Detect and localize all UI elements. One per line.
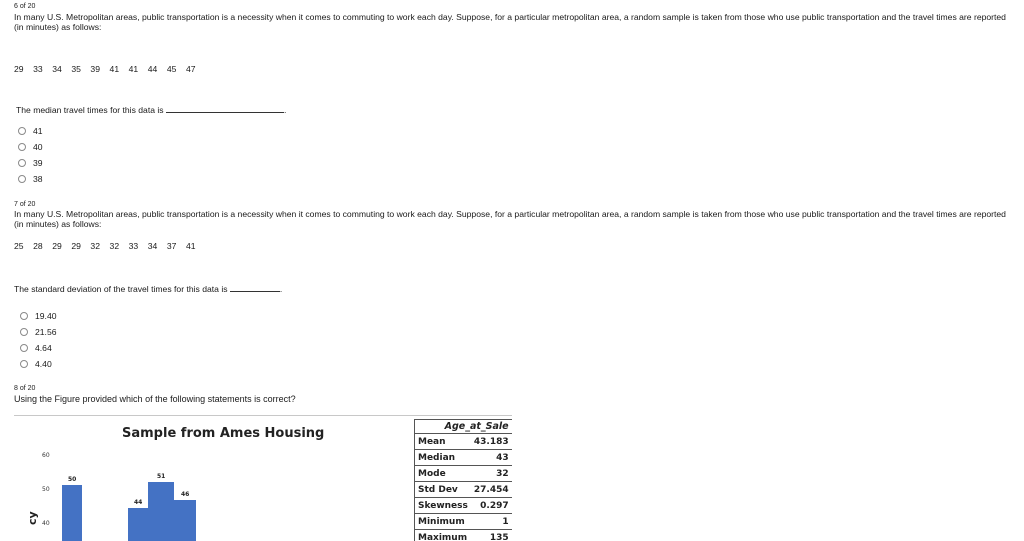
option-label: 19.40: [35, 311, 57, 321]
stat-value: 0.297: [471, 498, 512, 514]
radio-icon[interactable]: [18, 143, 26, 151]
y-tick-label: 60: [42, 452, 50, 459]
table-row: [415, 466, 513, 482]
figure-image: [14, 411, 512, 541]
y-axis-label: cy: [26, 511, 39, 525]
question-text: In many U.S. Metropolitan areas, public transportation is a necessity when it comes to commuting to work each day. Suppose, for a particular metropolitan area, a random sample is taken from those who use public transportation and the travel times are reported (in minutes) as follows:: [14, 209, 1006, 229]
stat-value: 135: [471, 530, 512, 541]
option-label: 4.40: [35, 359, 52, 369]
stat-label: Minimum: [415, 514, 471, 530]
question-prompt: The standard deviation of the travel times for this data is .: [14, 284, 283, 294]
chart-plot-area: [14, 411, 314, 541]
option-label: 39: [33, 158, 43, 168]
option-label: 4.64: [35, 343, 52, 353]
option-d[interactable]: [18, 172, 43, 186]
chart-bar: [174, 500, 196, 541]
options-list: [20, 309, 57, 371]
radio-icon[interactable]: [20, 312, 28, 320]
radio-icon[interactable]: [20, 360, 28, 368]
option-b[interactable]: [18, 140, 43, 154]
stats-table: [414, 419, 512, 541]
data-values: 29 33 34 35 39 41 41 44 45 47: [14, 64, 196, 74]
stat-value: 32: [471, 466, 512, 482]
stat-label: Median: [415, 450, 471, 466]
options-list: [18, 124, 43, 186]
bar-data-label: 50: [68, 476, 77, 484]
option-a[interactable]: [20, 309, 57, 323]
table-row: [415, 498, 513, 514]
answer-blank: [230, 283, 280, 292]
stat-value: 43.183: [471, 434, 512, 450]
bar-data-label: 51: [157, 472, 166, 480]
stats-header: Age_at_Sale: [415, 420, 513, 434]
stats-table-container: [414, 419, 512, 541]
prompt-text: The standard deviation of the travel times for this data is: [14, 284, 228, 294]
option-d[interactable]: [20, 357, 57, 371]
question-counter: 6 of 20: [14, 3, 36, 10]
stat-value: 1: [471, 514, 512, 530]
chart-bar: [148, 482, 174, 541]
bar-data-label: 46: [181, 491, 190, 499]
chart-title: Sample from Ames Housing: [122, 426, 325, 441]
question-prompt: The median travel times for this data is .: [16, 105, 287, 115]
option-a[interactable]: [18, 124, 43, 138]
chart-bar: [62, 485, 82, 541]
question-text: In many U.S. Metropolitan areas, public transportation is a necessity when it comes to commuting to work each day. Suppose, for a particular metropolitan area, a random sample is taken from those who use public transportation and the travel times are reported (in minutes) as follows:: [14, 12, 1006, 32]
stat-label: Mean: [415, 434, 471, 450]
chart-bar: [128, 508, 148, 541]
bar-data-label: 44: [134, 498, 143, 506]
radio-icon[interactable]: [20, 344, 28, 352]
question-counter: 8 of 20: [14, 385, 36, 392]
question-counter: 7 of 20: [14, 201, 36, 208]
radio-icon[interactable]: [18, 159, 26, 167]
table-row: [415, 482, 513, 498]
stat-label: Mode: [415, 466, 471, 482]
option-label: 38: [33, 174, 43, 184]
stat-value: 43: [471, 450, 512, 466]
option-c[interactable]: [18, 156, 43, 170]
option-label: 40: [33, 142, 43, 152]
stat-label: Std Dev: [415, 482, 471, 498]
table-row: [415, 434, 513, 450]
data-values: 25 28 29 29 32 32 33 34 37 41: [14, 241, 196, 251]
radio-icon[interactable]: [18, 175, 26, 183]
stat-label: Skewness: [415, 498, 471, 514]
option-b[interactable]: [20, 325, 57, 339]
table-row: [415, 530, 513, 541]
radio-icon[interactable]: [18, 127, 26, 135]
y-tick-label: 50: [42, 486, 50, 493]
answer-blank: [166, 104, 284, 113]
stat-label: Maximum: [415, 530, 471, 541]
option-label: 21.56: [35, 327, 57, 337]
option-c[interactable]: [20, 341, 57, 355]
question-text: Using the Figure provided which of the following statements is correct?: [14, 394, 296, 404]
prompt-text: The median travel times for this data is: [16, 105, 164, 115]
stat-value: 27.454: [471, 482, 512, 498]
y-tick-label: 40: [42, 520, 50, 527]
radio-icon[interactable]: [20, 328, 28, 336]
option-label: 41: [33, 126, 43, 136]
table-row: [415, 514, 513, 530]
table-row: [415, 450, 513, 466]
